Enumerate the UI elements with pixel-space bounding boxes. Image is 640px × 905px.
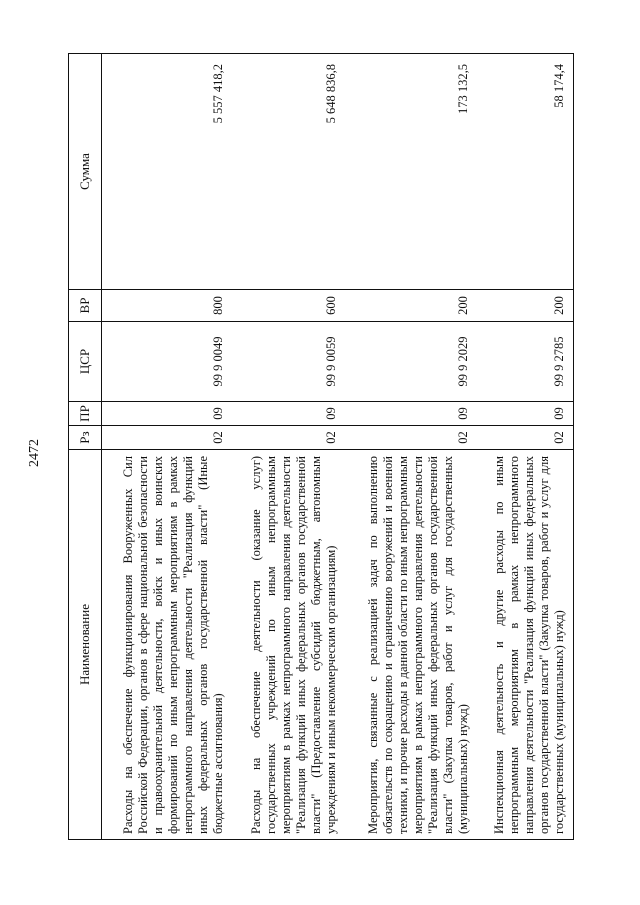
row-pr: 09 [477, 402, 574, 426]
row-name: Расходы на обеспечение функционирования Вооруженных Сил Российской Федерации, органов в сфере национальной безопасности и правоохранительной деятельности, войск и иных воинских формирований по иным непрограммным мероприятиям в рамках непрограммного направления деятельности "Реализация функций иных федеральных органов государственной власти" (Иные бюджетные ассигнования) [102, 450, 233, 840]
row-csr: 99 9 0059 [232, 322, 345, 402]
header-sum: Сумма [69, 54, 102, 290]
row-csr: 99 9 2785 [477, 322, 574, 402]
table-row [232, 54, 345, 840]
row-csr: 99 9 2029 [345, 322, 477, 402]
table-row [345, 54, 477, 840]
row-name: Инспекционная деятельность и другие расходы по иным непрограммным мероприятиям в рамках непрограммного направления деятельности "Реализация функций иных федеральных органов государственной власти" (Закупка товаров, работ и услуг для государственных (муниципальных) нужд) [477, 450, 574, 840]
row-pr: 09 [102, 402, 233, 426]
budget-table-container [68, 54, 607, 840]
row-name: Мероприятия, связанные с реализацией задач по выполнению обязательств по сокращению и ограничению вооружений и военной техники, и прочие расходы в данной области по иным непрограммным мероприятиям в рамках непрограммного направления деятельности "Реализация функций иных федеральных органов государственной власти" (Закупка товаров, работ и услуг для государственных (муниципальных) нужд) [345, 450, 477, 840]
row-sum: 173 132,5 [345, 54, 477, 290]
page-number [20, 413, 50, 493]
row-vr: 800 [102, 290, 233, 322]
row-rz: 02 [477, 426, 574, 450]
budget-table [68, 53, 574, 840]
row-rz: 02 [232, 426, 345, 450]
row-rz: 02 [345, 426, 477, 450]
row-pr: 09 [345, 402, 477, 426]
header-csr: ЦСР [69, 322, 102, 402]
row-rz: 02 [102, 426, 233, 450]
row-vr: 200 [477, 290, 574, 322]
row-name: Расходы на обеспечение деятельности (оказание услуг) государственных учреждений по иным непрограммным мероприятиям в рамках непрограммного направления деятельности "Реализация функций иных федеральных органов государственной власти" (Предоставление субсидий бюджетным, автономным учреждениям и иным некоммерческим организациям) [232, 450, 345, 840]
header-pr: ПР [69, 402, 102, 426]
table-header-row [69, 54, 102, 840]
header-vr: ВР [69, 290, 102, 322]
row-csr: 99 9 0049 [102, 322, 233, 402]
row-vr: 200 [345, 290, 477, 322]
row-pr: 09 [232, 402, 345, 426]
header-rz: Рз [69, 426, 102, 450]
header-name: Наименование [69, 450, 102, 840]
row-vr: 600 [232, 290, 345, 322]
row-sum: 5 557 418,2 [102, 54, 233, 290]
row-sum: 58 174,4 [477, 54, 574, 290]
page-number-text: 2472 [27, 439, 42, 467]
table-row [477, 54, 574, 840]
row-sum: 5 648 836,8 [232, 54, 345, 290]
table-row [102, 54, 233, 840]
